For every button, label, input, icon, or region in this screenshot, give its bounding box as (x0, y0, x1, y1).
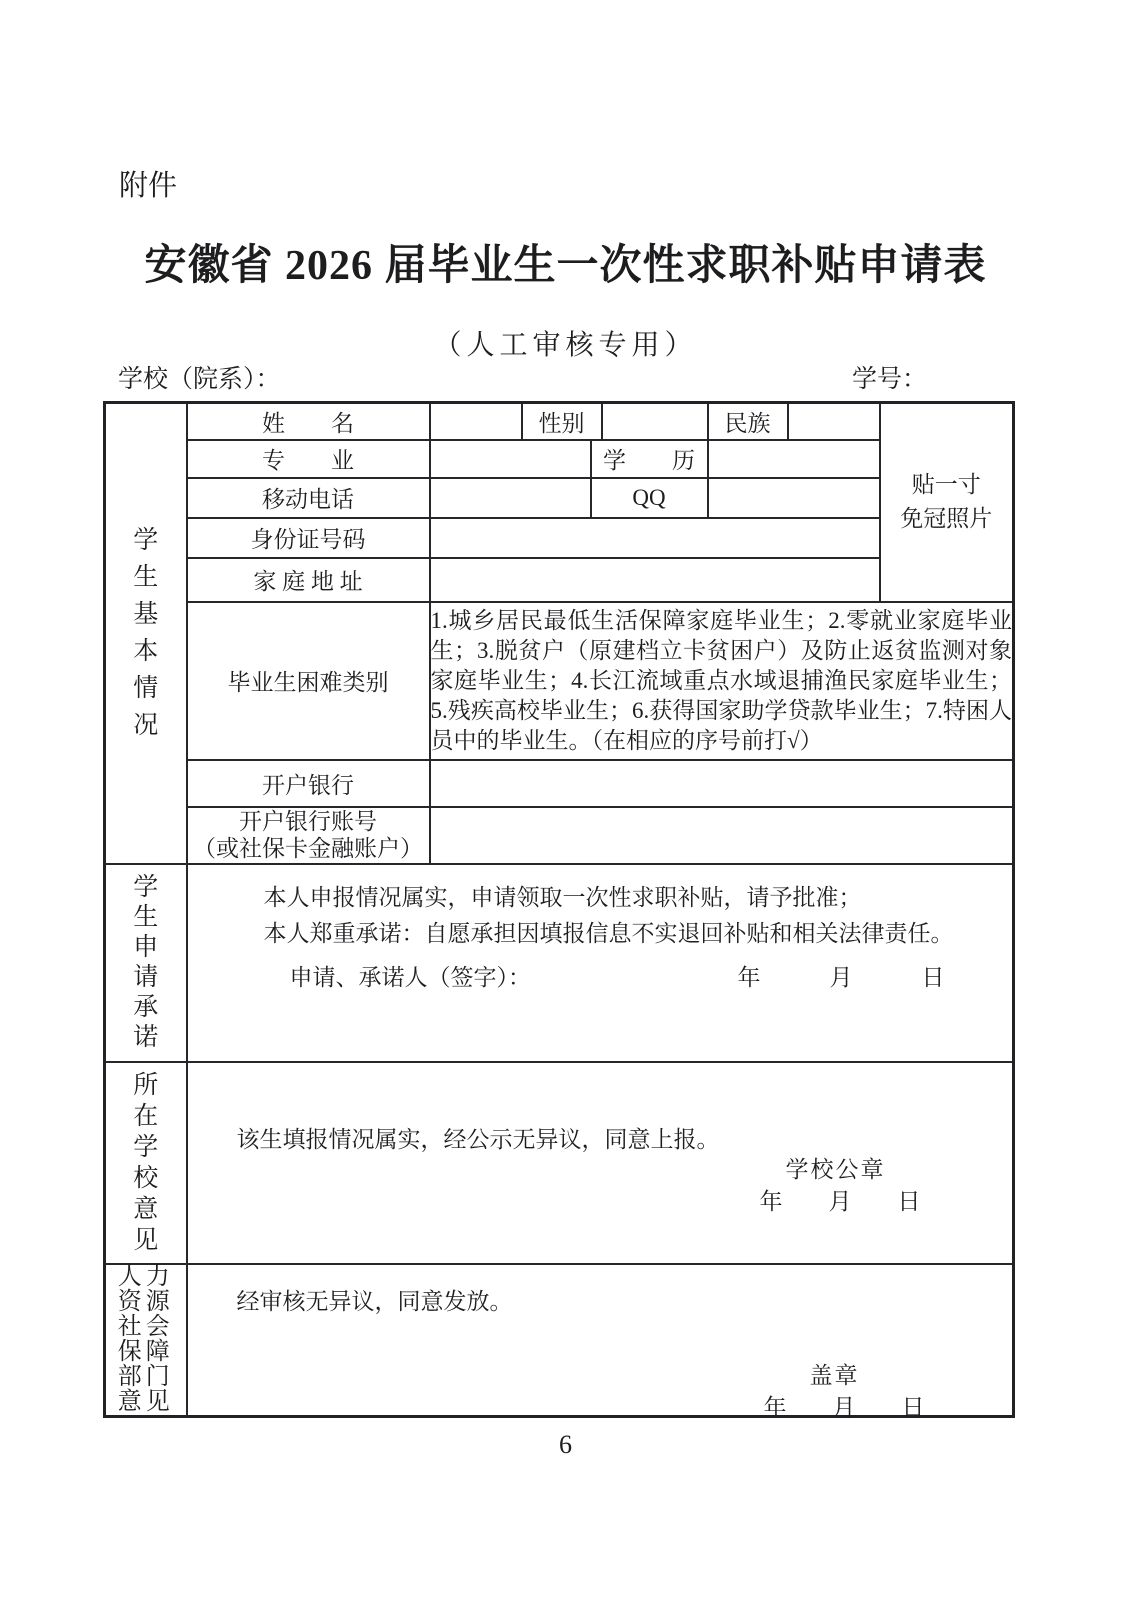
school-opinion-statement: 该生填报情况属实，经公示无异议，同意上报。 (236, 1126, 720, 1152)
mobile-phone-label: 移动电话 (187, 478, 430, 518)
row-hr-department-opinion (105, 1264, 1014, 1417)
ethnicity-field (788, 403, 880, 440)
pledge-vertical-text: 学生申请承诺 (133, 873, 159, 1051)
home-address-label: 家 庭 地 址 (187, 558, 430, 602)
row-bank-account (105, 807, 1014, 864)
bank-account-label (187, 807, 430, 864)
section-basic-info-side-label (105, 403, 187, 864)
hr-opinion-vertical-text: 人力资源社会保障部门意见 (117, 1263, 174, 1415)
attachment-label: 附件 (119, 170, 178, 202)
school-seal-label: 学校公章 (785, 1156, 886, 1182)
row-id-number (105, 518, 1014, 558)
difficulty-category-label: 毕业生困难类别 (187, 602, 430, 760)
ethnicity-label: 民族 (708, 403, 788, 440)
section-school-opinion-side-label (105, 1062, 187, 1264)
application-form-table (103, 401, 1015, 1418)
bank-field (430, 760, 1014, 807)
education-field (708, 440, 880, 478)
hr-opinion-content-cell (187, 1264, 1014, 1420)
hr-seal-label: 盖章 (809, 1362, 860, 1388)
row-home-address (105, 558, 1014, 602)
row-school-opinion (105, 1062, 1014, 1264)
student-id-label: 学号： (852, 366, 928, 393)
bank-account-label-line1: 开户银行账号 (239, 809, 377, 834)
bank-label: 开户银行 (187, 760, 430, 807)
form-title: 安徽省 2026 届毕业生一次性求职补贴申请表 (144, 243, 987, 289)
difficulty-category-text: 1.城乡居民最低生活保障家庭毕业生；2.零就业家庭毕业生；3.脱贫户（原建档立卡贫困户）及防止返贫监测对象家庭毕业生；4.长江流域重点水域退捕渔民家庭毕业生；5.残疾高校毕业生；6.获得国家助学贷款毕业生；7.特困人员中的毕业生。（在相应的序号前打√） (430, 602, 1014, 760)
row-mobile-qq (105, 478, 1014, 518)
school-department-label: 学校（院系）： (118, 366, 281, 393)
hr-opinion-date-label: 年 月 日 (763, 1394, 925, 1420)
photo-box (880, 403, 1014, 602)
section-hr-opinion-side-label (105, 1264, 187, 1417)
photo-box-text-line2: 免冠照片 (900, 506, 993, 532)
pledge-date-label: 年 月 日 (737, 964, 945, 990)
name-label: 姓 名 (187, 403, 430, 440)
major-label: 专 业 (187, 440, 430, 478)
pledge-line1: 本人申报情况属实，申请领取一次性求职补贴，请予批准； (263, 884, 862, 910)
pledge-content-cell (187, 864, 1014, 1062)
home-address-field (430, 558, 880, 602)
school-opinion-date-label: 年 月 日 (759, 1188, 921, 1214)
basic-info-vertical-text: 学生基本情况 (133, 527, 159, 740)
page-number: 6 (559, 1430, 572, 1459)
education-label: 学 历 (591, 440, 708, 478)
row-student-pledge (105, 864, 1014, 1062)
bank-account-label-line2: （或社保卡金融账户） (193, 836, 423, 861)
mobile-phone-field (430, 478, 591, 518)
id-number-label: 身份证号码 (187, 518, 430, 558)
form-subtitle: （人工审核专用） (433, 330, 698, 361)
gender-label: 性别 (522, 403, 602, 440)
name-field (430, 403, 522, 440)
qq-label: QQ (591, 478, 708, 518)
hr-opinion-statement: 经审核无异议，同意发放。 (236, 1288, 513, 1314)
id-number-field (430, 518, 880, 558)
row-name-gender-ethnicity (105, 403, 1014, 440)
row-difficulty-category (105, 602, 1014, 760)
gender-field (602, 403, 708, 440)
section-pledge-side-label (105, 864, 187, 1062)
bank-account-field (430, 807, 1014, 864)
school-opinion-content-cell (187, 1062, 1014, 1264)
qq-field (708, 478, 880, 518)
row-bank (105, 760, 1014, 807)
pledge-signature-label: 申请、承诺人（签字）： (289, 964, 531, 990)
photo-box-text-line1: 贴一寸 (911, 472, 981, 498)
major-field (430, 440, 591, 478)
school-opinion-vertical-text: 所在学校意见 (133, 1071, 159, 1254)
pledge-line2: 本人郑重承诺：自愿承担因填报信息不实退回补贴和相关法律责任。 (263, 920, 954, 946)
row-major-education (105, 440, 1014, 478)
